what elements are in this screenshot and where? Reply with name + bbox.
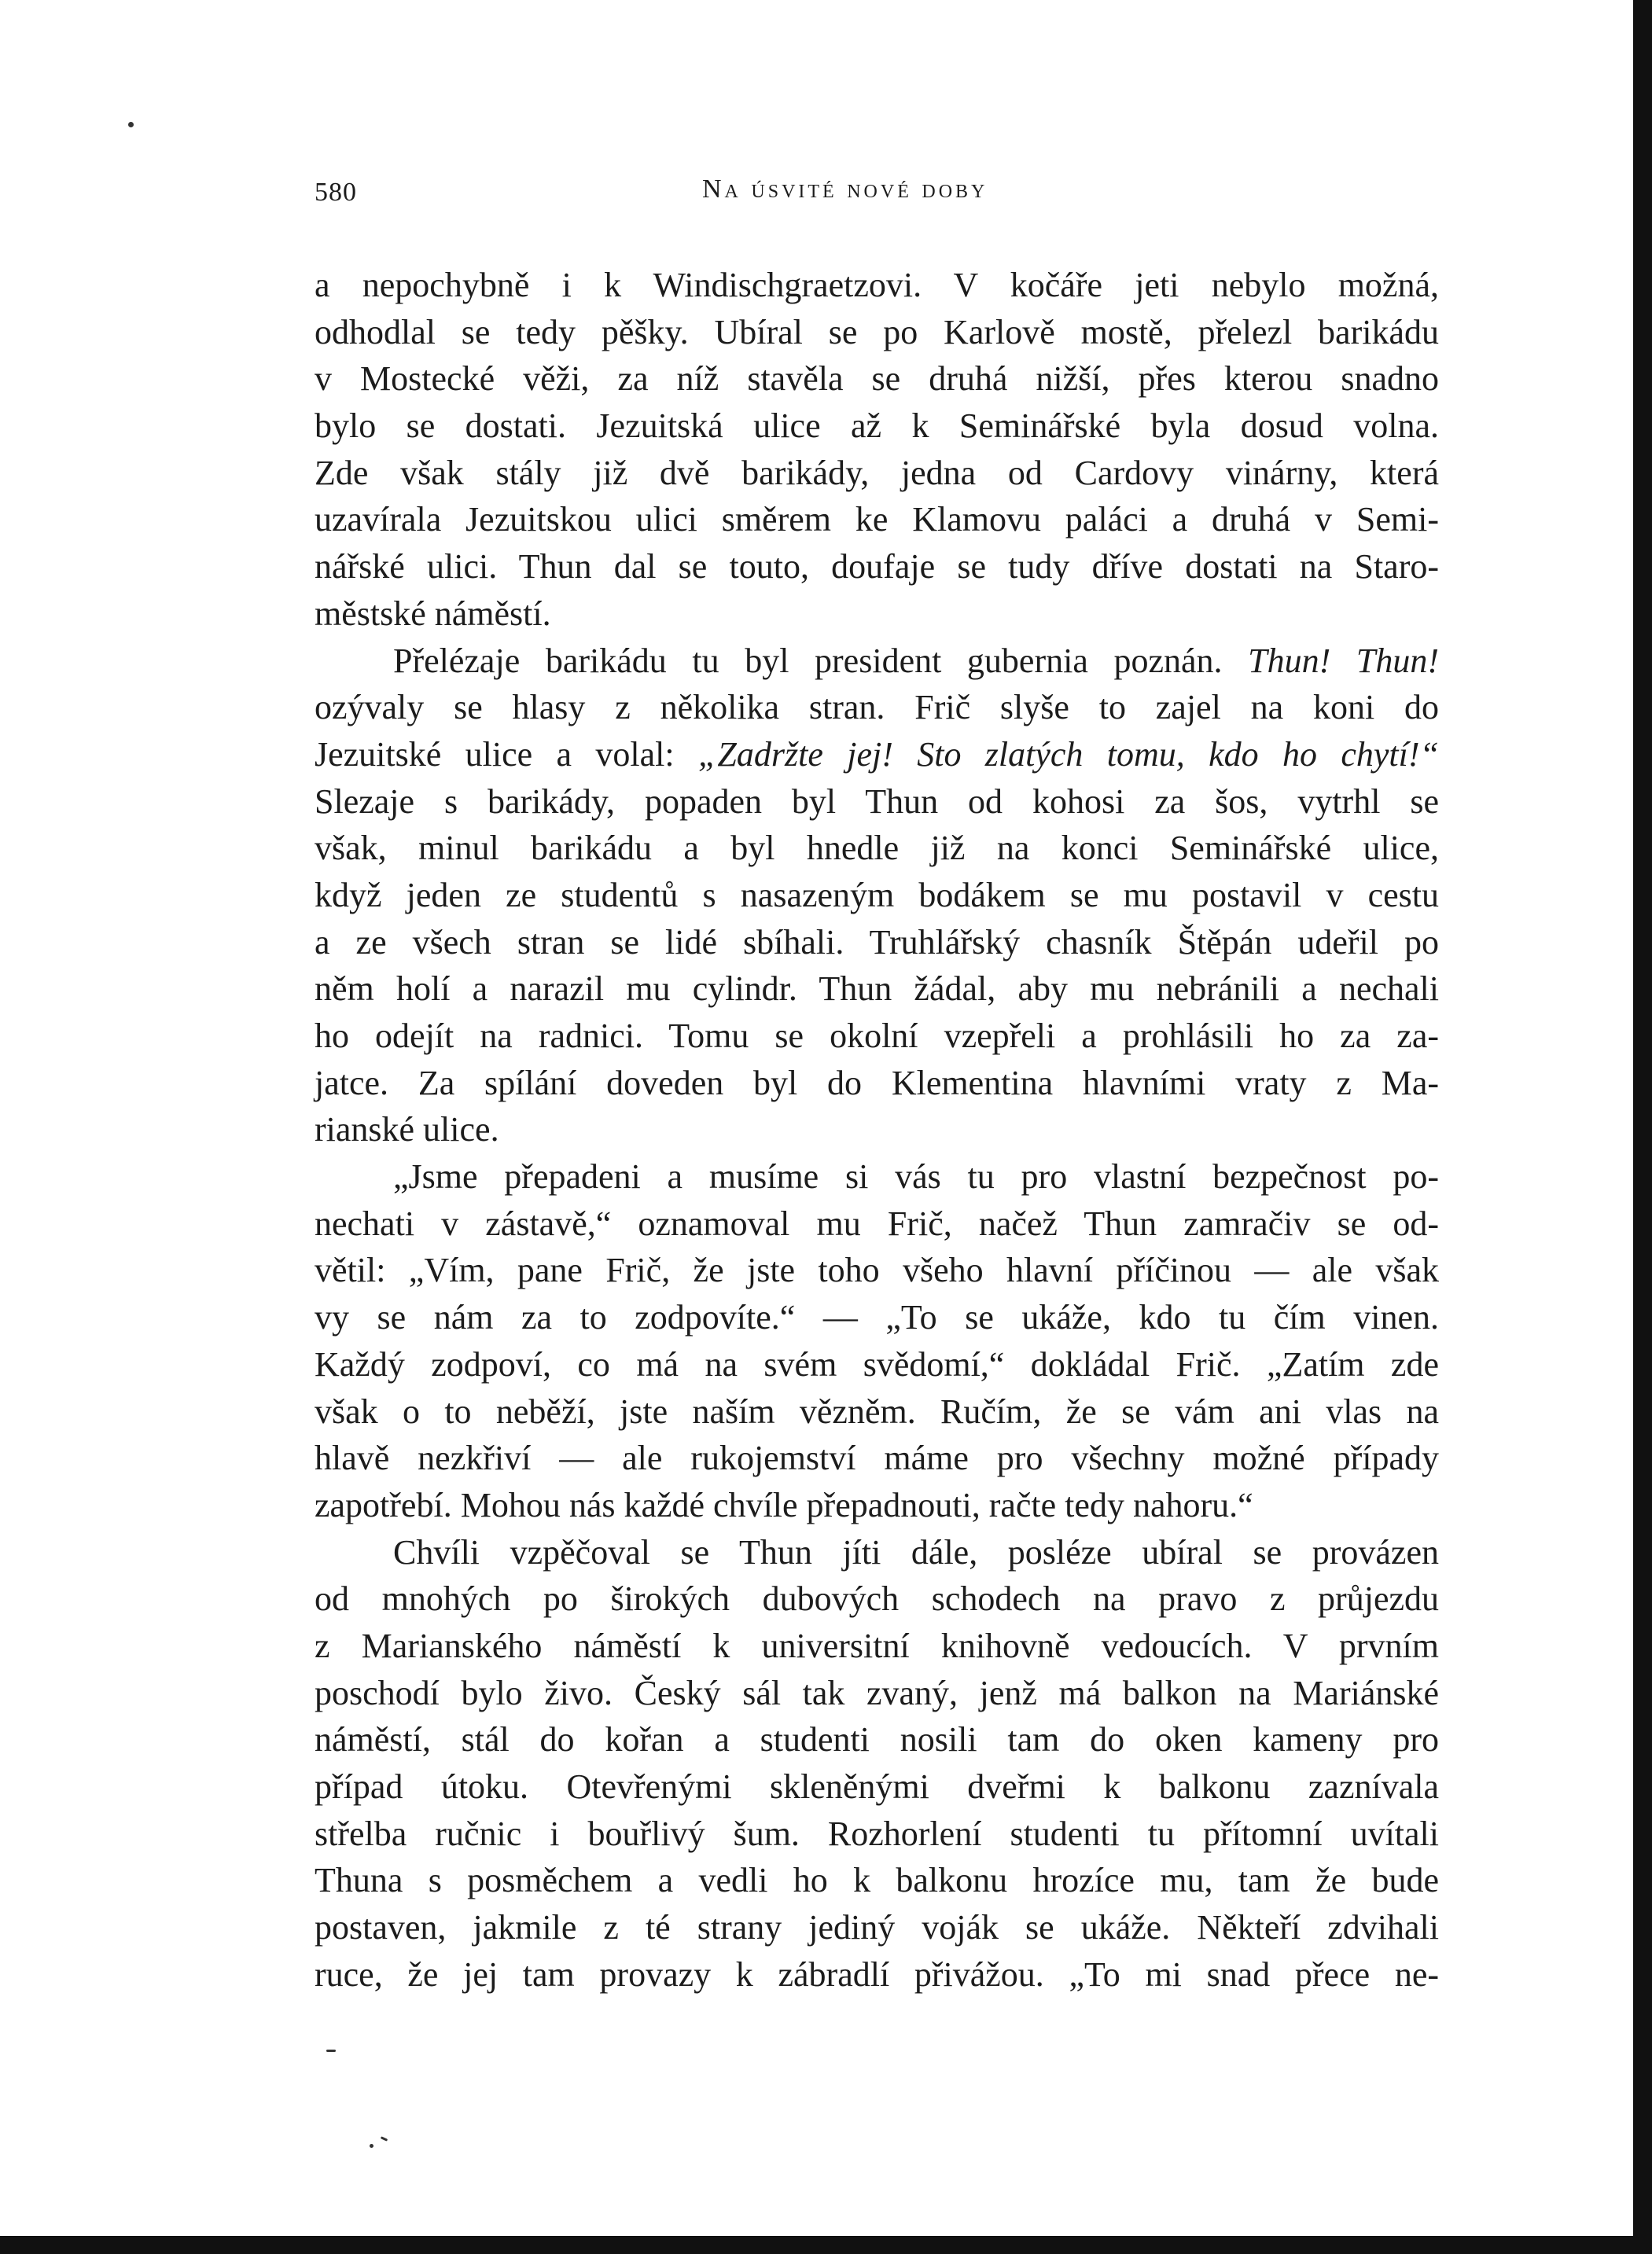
text-line: a ze všech stran se lidé sbíhali. Truhlářský chasník Štěpán udeřil po <box>315 922 1439 962</box>
text-line: poschodí bylo živo. Český sál tak zvaný, jenž má balkon na Mariánské <box>315 1673 1439 1712</box>
text-run: Jezuitské ulice a volal: <box>315 734 698 774</box>
text-line <box>315 731 1439 778</box>
text-line: větil: „Vím, pane Frič, že jste toho všeho hlavní příčinou — ale však <box>315 1251 1439 1290</box>
scan-speck <box>326 2050 336 2052</box>
running-head <box>315 175 1439 214</box>
text-line <box>315 638 1439 685</box>
text-line: uzavírala Jezuitskou ulici směrem ke Klamovu paláci a druhá v Semi- <box>315 500 1439 539</box>
text-line: jatce. Za spílání doveden byl do Klementina hlavními vraty z Ma- <box>315 1063 1439 1102</box>
text-line: něm holí a narazil mu cylindr. Thun žádal, aby mu nebránili a nechali <box>315 969 1439 1009</box>
text-line: nechati v zástavě,“ oznamoval mu Frič, načež Thun zamračiv se od- <box>315 1204 1439 1243</box>
running-title: Na úsvité nové doby <box>702 175 988 204</box>
italic-exclamation: Thun! Thun! <box>1248 641 1439 680</box>
text-line: „Jsme přepadeni a musíme si vás tu pro vlastní bezpečnost po- <box>393 1157 1439 1197</box>
text-line: Zde však stály již dvě barikády, jedna od Cardovy vinárny, která <box>315 453 1439 492</box>
text-line: městské náměstí. <box>315 594 551 633</box>
page-number: 580 <box>315 178 357 207</box>
paragraph-3 <box>315 1153 1439 1529</box>
text-line: ruce, že jej tam provazy k zábradlí přivážou. „To mi snad přece ne- <box>315 1954 1439 1994</box>
body-text <box>315 262 1439 1998</box>
text-line: však, minul barikádu a byl hnedle již na konci Seminářské ulice, <box>315 829 1439 868</box>
text-line: z Marianského náměstí k universitní knihovně vedoucích. V prvním <box>315 1626 1439 1665</box>
text-line: vy se nám za to zodpovíte.“ — „To se ukáže, kdo tu čím vinen. <box>315 1298 1439 1337</box>
text-line: případ útoku. Otevřenými skleněnými dveřmi k balkonu zaznívala <box>315 1767 1439 1806</box>
text-line: když jeden ze studentů s nasazeným bodákem se mu postavil v cestu <box>315 875 1439 914</box>
text-line: ozývaly se hlasy z několika stran. Frič slyše to zajel na koni do <box>315 688 1439 727</box>
scan-speck <box>128 122 134 127</box>
text-run: Přelézaje barikádu tu byl president gubernia poznán. <box>393 641 1249 680</box>
text-line: hlavě nezkřiví — ale rukojemství máme pro všechny možné případy <box>315 1439 1439 1478</box>
text-line: postaven, jakmile z té strany jediný voják se ukáže. Někteří zdvihali <box>315 1908 1439 1947</box>
text-line: rianské ulice. <box>315 1110 499 1149</box>
paragraph-1 <box>315 262 1439 638</box>
scan-edge-right <box>1633 0 1652 2254</box>
text-line: v Mostecké věži, za níž stavěla se druhá nižší, přes kterou snadno <box>315 359 1439 399</box>
text-line: Každý zodpoví, co má na svém svědomí,“ dokládal Frič. „Zatím zde <box>315 1344 1439 1384</box>
text-line: však o to neběží, jste naším vězněm. Ručím, že se vám ani vlas na <box>315 1392 1439 1431</box>
paragraph-2 <box>315 638 1439 1154</box>
text-line: a nepochybně i k Windischgraetzovi. V kočáře jeti nebylo možná, <box>315 266 1439 304</box>
text-line: od mnohých po širokých dubových schodech na pravo z průjezdu <box>315 1579 1439 1619</box>
text-line: odhodlal se tedy pěšky. Ubíral se po Karlově mostě, přelezl barikádu <box>315 312 1439 351</box>
text-line: nářské ulici. Thun dal se touto, doufaje se tudy dříve dostati na Staro- <box>315 547 1439 586</box>
text-line: zapotřebí. Mohou nás každé chvíle přepadnouti, račte tedy nahoru.“ <box>315 1485 1253 1524</box>
scan-speck <box>370 2144 373 2148</box>
scan-edge-bottom <box>0 2236 1652 2254</box>
text-line: Slezaje s barikády, popaden byl Thun od kohosi za šos, vytrhl se <box>315 781 1439 821</box>
text-line: Thuna s posměchem a vedli ho k balkonu hrozíce mu, tam že bude <box>315 1861 1439 1900</box>
text-line: bylo se dostati. Jezuitská ulice až k Seminářské byla dosud volna. <box>315 406 1439 446</box>
scan-speck <box>381 2136 388 2142</box>
text-line: Chvíli vzpěčoval se Thun jíti dále, posléze ubíral se provázen <box>393 1532 1439 1572</box>
text-line: ho odejít na radnici. Tomu se okolní vzepřeli a prohlásili ho za za- <box>315 1017 1439 1055</box>
italic-quotation: „Zadržte jej! Sto zlatých tomu, kdo ho chytí!“ <box>697 734 1439 774</box>
paragraph-4 <box>315 1529 1439 1998</box>
text-line: střelba ručnic i bouřlivý šum. Rozhorlení studenti tu přítomní uvítali <box>315 1814 1439 1853</box>
text-line: náměstí, stál do kořan a studenti nosili tam do oken kameny pro <box>315 1720 1439 1759</box>
